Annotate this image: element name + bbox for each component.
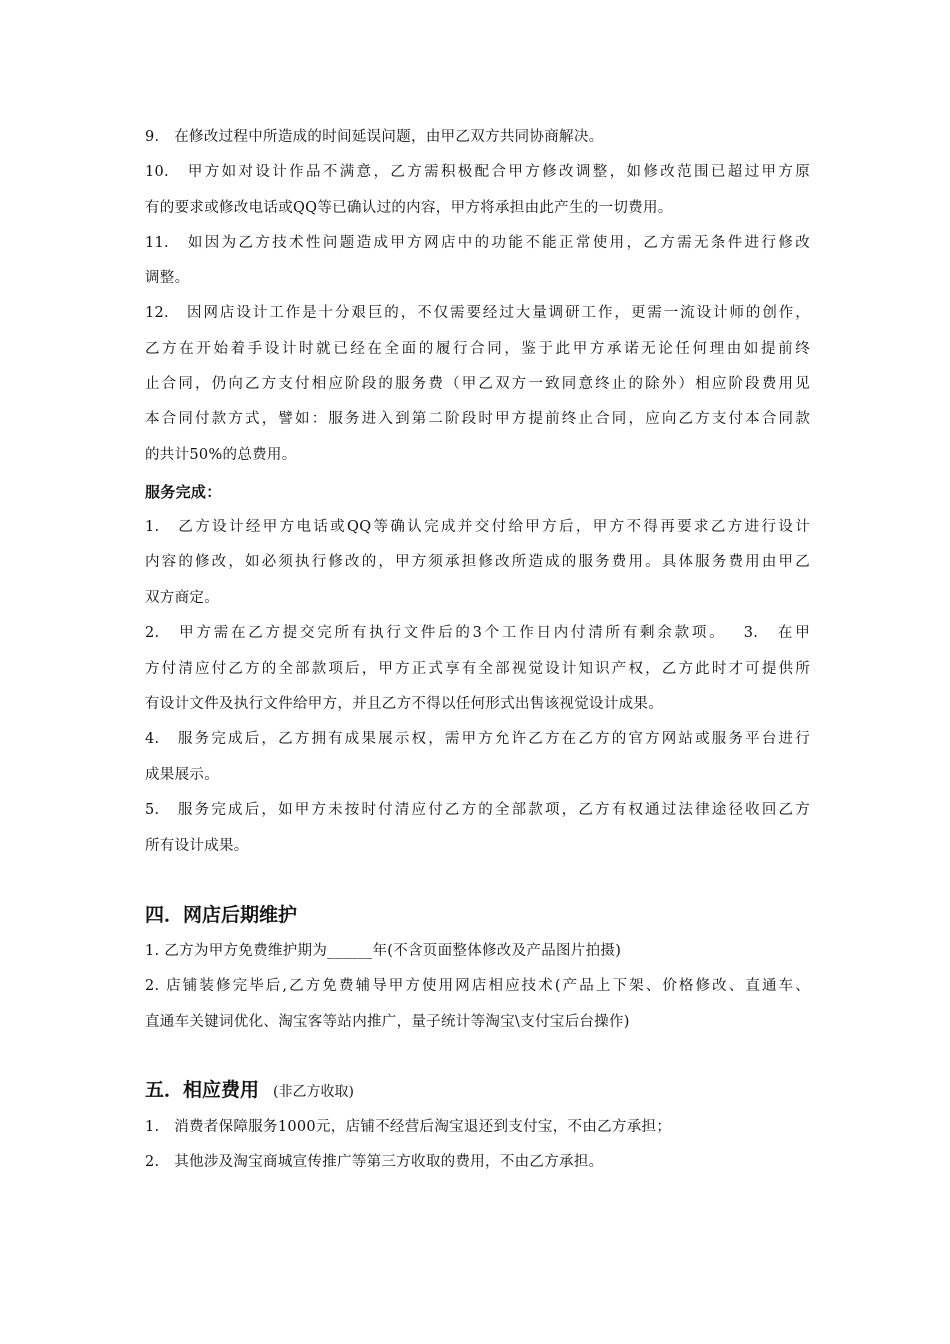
fees-heading-note: (非乙方收取)	[273, 1084, 354, 1100]
term-12-line-1: 12. 因网店设计工作是十分艰巨的，不仅需要经过大量调研工作，更需一流设计师的创作，	[145, 305, 810, 321]
fees-heading-text: 五．相应费用	[145, 1079, 260, 1101]
maintenance-2-line-2: 直通车关键词优化、淘宝客等站内推广，量子统计等淘宝\支付宝后台操作)	[145, 1014, 630, 1030]
term-11-line-1: 11. 如因为乙方技术性问题造成甲方网店中的功能不能正常使用，乙方需无条件进行修改	[145, 235, 810, 251]
section-heading-fees	[145, 1077, 354, 1105]
term-10-line-1: 10. 甲方如对设计作品不满意，乙方需积极配合甲方修改调整，如修改范围已超过甲方原	[145, 164, 810, 180]
completion-3-line-3: 有设计文件及执行文件给甲方，并且乙方不得以任何形式出售该视觉设计成果。	[145, 696, 663, 712]
maintenance-2-line-1: 2. 店铺装修完毕后,乙方免费辅导甲方使用网店相应技术(产品上下架、价格修改、直通车、	[145, 978, 810, 994]
term-12-line-3: 止合同，仍向乙方支付相应阶段的服务费（甲乙双方一致同意终止的除外）相应阶段费用见	[145, 376, 810, 392]
term-12-line-5: 的共计50%的总费用。	[145, 447, 297, 463]
maintenance-1: 1. 乙方为甲方免费维护期为______年(不含页面整体修改及产品图片拍摄)	[145, 943, 622, 959]
completion-5-line-1: 5. 服务完成后，如甲方未按时付清应付乙方的全部款项，乙方有权通过法律途径收回乙方	[145, 802, 810, 818]
term-12-line-2: 乙方在开始着手设计时就已经在全面的履行合同，鉴于此甲方承诺无论任何理由如提前终	[145, 341, 810, 357]
completion-4-line-2: 成果展示。	[145, 767, 219, 783]
completion-1-line-3: 双方商定。	[145, 590, 219, 606]
completion-2-3-line-1: 2. 甲方需在乙方提交完所有执行文件后的3个工作日内付清所有剩余款项。 3. 在甲	[145, 625, 810, 641]
section-heading-maintenance: 四．网店后期维护	[145, 904, 298, 926]
section-heading-completion: 服务完成：	[145, 483, 222, 501]
completion-1-line-2: 内容的修改，如必须执行修改的，甲方须承担修改所造成的服务费用。具体服务费用由甲乙	[145, 554, 810, 570]
completion-4-line-1: 4. 服务完成后，乙方拥有成果展示权，需甲方允许乙方在乙方的官方网站或服务平台进行	[145, 731, 810, 747]
term-9: 9. 在修改过程中所造成的时间延误问题，由甲乙双方共同协商解决。	[145, 129, 604, 145]
term-10-line-2: 有的要求或修改电话或QQ等已确认过的内容，甲方将承担由此产生的一切费用。	[145, 200, 673, 216]
fees-2: 2. 其他涉及淘宝商城宣传推广等第三方收取的费用，不由乙方承担。	[145, 1154, 604, 1170]
term-11-line-2: 调整。	[145, 270, 190, 286]
fees-1: 1. 消费者保障服务1000元，店铺不经营后淘宝退还到支付宝，不由乙方承担；	[145, 1119, 672, 1135]
completion-1-line-1: 1. 乙方设计经甲方电话或QQ等确认完成并交付给甲方后，甲方不得再要求乙方进行设计	[145, 519, 810, 535]
completion-5-line-2: 所有设计成果。	[145, 838, 249, 854]
term-12-line-4: 本合同付款方式，譬如：服务进入到第二阶段时甲方提前终止合同，应向乙方支付本合同款	[145, 411, 810, 427]
completion-3-line-2: 方付清应付乙方的全部款项后，甲方正式享有全部视觉设计知识产权，乙方此时才可提供所	[145, 661, 810, 677]
